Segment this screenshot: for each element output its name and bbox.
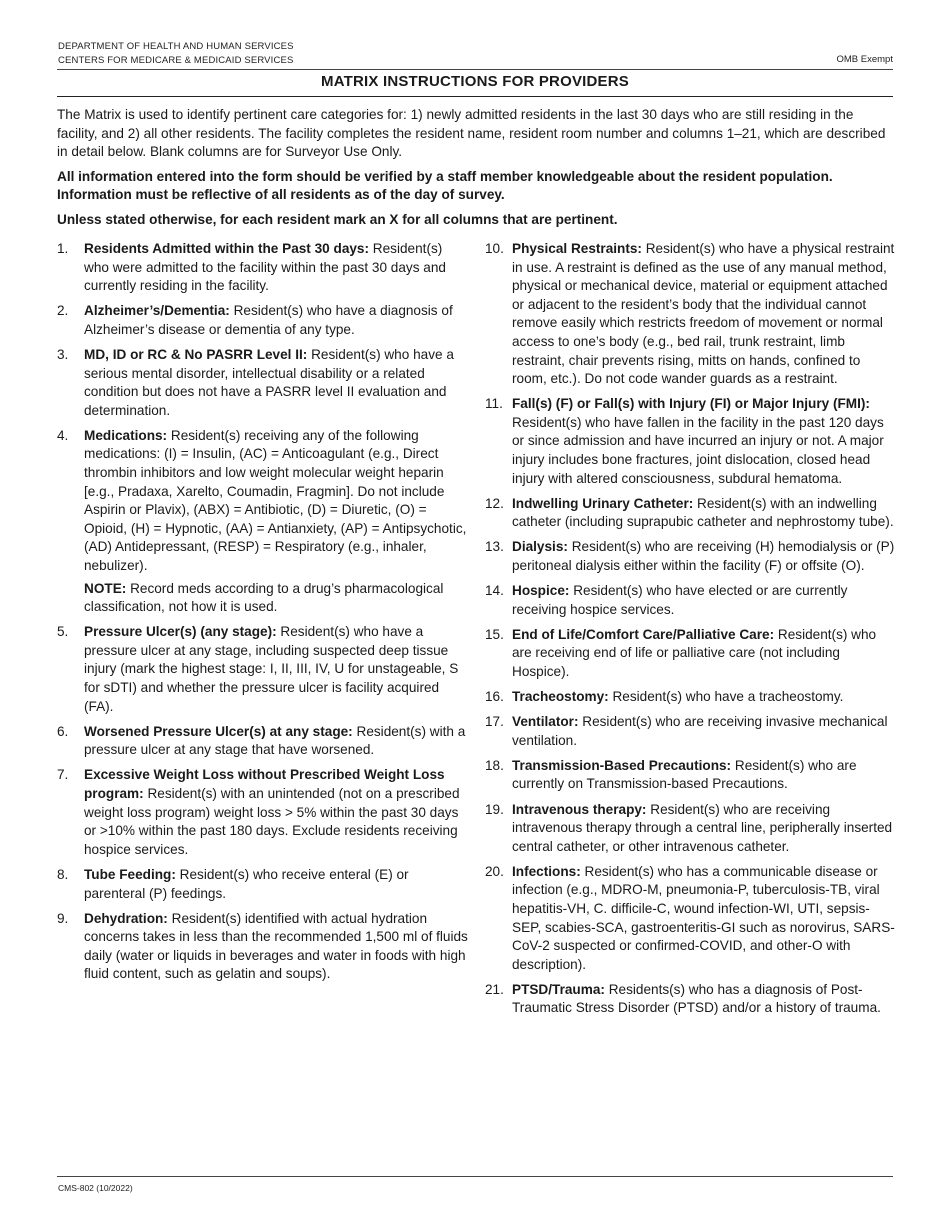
list-item xyxy=(57,866,469,903)
item-heading: Pressure Ulcer(s) (any stage): xyxy=(84,624,277,640)
item-number: 8. xyxy=(57,866,69,882)
item-number: 5. xyxy=(57,624,69,640)
list-item xyxy=(57,302,469,339)
item-heading: Dialysis: xyxy=(512,539,568,555)
item-number: 10. xyxy=(485,241,504,256)
list-item xyxy=(485,240,895,389)
item-heading: Transmission-Based Precautions: xyxy=(512,757,732,773)
item-text: Resident(s) who have elected or are currently receiving hospice services. xyxy=(512,583,848,617)
item-text: Resident(s) who have fallen in the facility in the past 120 days or since admission and have incurred an injury or not. A major injury includes bone fractures, joint dislocation, closed head injury with altered consciousness, subdural hematoma. xyxy=(512,414,884,486)
item-text: Resident(s) with an unintended (not on a prescribed weight loss program) weight loss > 5% within the past 30 days or >10% within the past 180 days. Exclude residents receiving hospice services. xyxy=(84,786,460,857)
note-label: NOTE: xyxy=(84,580,127,596)
list-item xyxy=(485,713,895,750)
item-heading: End of Life/Comfort Care/Palliative Care: xyxy=(512,626,775,642)
agency-block xyxy=(58,40,294,68)
item-heading: Infections: xyxy=(512,863,581,879)
item-text: Resident(s) who are receiving end of life or palliative care (not including Hospice). xyxy=(512,626,877,679)
omb-status: OMB Exempt xyxy=(836,54,893,65)
intro-section xyxy=(57,106,893,236)
item-text: Residents(s) who has a diagnosis of Post-Traumatic Stress Disorder (PTSD) and/or a history of trauma. xyxy=(512,981,881,1016)
page-title: MATRIX INSTRUCTIONS FOR PROVIDERS xyxy=(321,73,629,90)
list-item xyxy=(57,346,469,420)
list-item xyxy=(485,688,895,707)
instructions-column-right xyxy=(485,240,895,1025)
agency-line-1: DEPARTMENT OF HEALTH AND HUMAN SERVICES xyxy=(58,41,294,52)
item-heading: Tracheostomy: xyxy=(512,689,609,705)
list-item xyxy=(485,757,895,794)
item-heading: Fall(s) (F) or Fall(s) with Injury (FI) or Major Injury (FMI): xyxy=(512,396,870,412)
list-item xyxy=(57,427,469,617)
list-item xyxy=(485,495,895,532)
item-heading: PTSD/Trauma: xyxy=(512,981,605,997)
item-heading: Alzheimer’s/Dementia: xyxy=(84,303,230,319)
item-text: Resident(s) who has a communicable disease or infection (e.g., MDRO-M, pneumonia-P, tuberculosis-TB, viral hepatitis-VH, C. difficile-C, wound infection-WI, UTI, sepsis-SEP, scabies-SCA, gastroenteritis-GI such as norovirus, SARS-CoV-2 suspected or confirmed-COVID, and other-O with description). xyxy=(512,863,895,972)
item-heading: MD, ID or RC & No PASRR Level II: xyxy=(84,346,308,362)
list-item xyxy=(57,910,469,984)
title-divider-bottom xyxy=(57,96,893,97)
item-number: 20. xyxy=(485,863,504,879)
item-number: 16. xyxy=(485,689,504,705)
item-heading: Worsened Pressure Ulcer(s) at any stage: xyxy=(84,723,353,739)
item-number: 15. xyxy=(485,626,504,642)
item-text: Resident(s) who are receiving intravenous therapy through a central line, peripherally inserted central catheter, or other intravenous catheter. xyxy=(512,801,893,854)
list-item xyxy=(485,626,895,682)
form-identifier: CMS-802 (10/2022) xyxy=(58,1183,133,1193)
item-heading: Excessive Weight Loss without Prescribed Weight Loss program: xyxy=(84,767,445,802)
marking-instruction: Unless stated otherwise, for each resident mark an X for all columns that are pertinent. xyxy=(57,211,618,227)
instructions-column-left xyxy=(57,240,469,990)
item-heading: Intravenous therapy: xyxy=(512,801,647,817)
item-number: 2. xyxy=(57,303,69,319)
item-number: 19. xyxy=(485,801,504,817)
item-number: 17. xyxy=(485,714,504,730)
item-text: Resident(s) who have a diagnosis of Alzheimer’s disease or dementia of any type. xyxy=(84,303,453,337)
item-text: Resident(s) with a pressure ulcer at any stage that have worsened. xyxy=(84,723,466,758)
item-heading: Hospice: xyxy=(512,583,570,599)
item-number: 6. xyxy=(57,723,69,739)
item-text: Resident(s) who have a pressure ulcer at any stage, including suspected deep tissue injury (mark the highest stage: I, II, III, IV, U for unstageable, S for sDTI) and whether the pressure ulcer is facility acquired (FA). xyxy=(84,624,459,714)
item-text: Resident(s) identified with actual hydration concerns takes in less than the recommended 1,500 ml of fluids daily (water or liquids in beverages and water in foods with high fluid content, such as gelatin and soups). xyxy=(84,910,468,982)
list-item xyxy=(485,863,895,975)
item-text: Resident(s) who have a serious mental disorder, intellectual disability or a related condition but does not have a PASRR level II evaluation and determination. xyxy=(84,346,454,418)
item-heading: Indwelling Urinary Catheter: xyxy=(512,495,694,511)
item-number: 11. xyxy=(485,396,503,412)
intro-paragraph: The Matrix is used to identify pertinent care categories for: 1) newly admitted residents in the last 30 days who are still residing in the facility, and 2) all other residents. The facility completes the resident name, resident room number and columns 1–21, which are described in detail below. Blank columns are for Surveyor Use Only. xyxy=(57,107,886,160)
item-heading: Medications: xyxy=(84,427,168,443)
list-item xyxy=(485,395,895,488)
item-number: 9. xyxy=(57,910,69,926)
list-item xyxy=(57,623,469,716)
item-number: 18. xyxy=(485,757,504,773)
item-text: Resident(s) who have a tracheostomy. xyxy=(608,689,844,705)
note-text: Record meds according to a drug’s pharmacological classification, not how it is used. xyxy=(84,580,444,615)
item-heading: Ventilator: xyxy=(512,714,579,730)
item-text: Resident(s) with an indwelling catheter (including suprapubic catheter and nephrostomy tube). xyxy=(512,495,894,530)
footer-divider xyxy=(57,1176,893,1177)
item-heading: Dehydration: xyxy=(84,910,168,926)
list-item xyxy=(485,801,895,857)
list-item xyxy=(485,582,895,619)
item-text: Resident(s) who are receiving invasive mechanical ventilation. xyxy=(512,714,888,748)
item-heading: Residents Admitted within the Past 30 days: xyxy=(84,241,370,256)
item-number: 1. xyxy=(57,241,69,256)
item-number: 4. xyxy=(57,427,69,443)
list-item xyxy=(57,723,469,760)
item-number: 3. xyxy=(57,346,69,362)
title-divider-top xyxy=(57,69,893,70)
item-heading: Tube Feeding: xyxy=(84,866,176,882)
item-text: Resident(s) who are currently on Transmission-based Precautions. xyxy=(512,757,857,792)
item-text: Resident(s) who were admitted to the facility within the past 30 days and currently residing in the facility. xyxy=(84,241,446,294)
item-number: 21. xyxy=(485,981,504,997)
item-number: 12. xyxy=(485,495,504,511)
item-text: Resident(s) who are receiving (H) hemodialysis or (P) peritoneal dialysis either within the facility (F) or offsite (O). xyxy=(512,539,895,573)
item-text: Resident(s) receiving any of the following medications: (I) = Insulin, (AC) = Anticoagulant (e.g., Direct thrombin inhibitors and low weight molecular weight heparin [e.g., Pradaxa, Xarelto, Coumadin, Fragmin]. Do not include Aspirin or Plavix), (ABX) = Antibiotic, (D) = Diuretic, (O) = Opioid, (H) = Hypnotic, (AA) = Antianxiety, (AP) = Antipsychotic, (AD) Antidepressant, (RESP) = Respiratory (e.g., inhaler, nebulizer). xyxy=(84,427,467,573)
list-item xyxy=(485,981,895,1018)
list-item xyxy=(485,538,895,575)
list-item xyxy=(57,766,469,859)
verification-notice: All information entered into the form should be verified by a staff member knowledgeable about the resident population. Information must be reflective of all residents as of the day of survey. xyxy=(57,168,833,203)
item-number: 13. xyxy=(485,539,504,555)
item-text: Resident(s) who receive enteral (E) or parenteral (P) feedings. xyxy=(84,866,409,901)
item-number: 14. xyxy=(485,583,504,599)
item-heading: Physical Restraints: xyxy=(512,241,642,256)
agency-line-2: CENTERS FOR MEDICARE & MEDICAID SERVICES xyxy=(58,55,294,66)
item-note xyxy=(84,580,469,617)
list-item xyxy=(57,240,469,296)
item-number: 7. xyxy=(57,767,69,783)
item-text: Resident(s) who have a physical restraint in use. A restraint is defined as the use of any manual method, physical or mechanical device, material or equipment attached or adjacent to the resident’s body that the individual cannot remove easily which restricts freedom of movement or normal access to one’s body (e.g., bed rail, trunk restraint, limb restraint, chair prevents rising, mitts on hands, confined to room, etc.). Do not code wander guards as a restraint. xyxy=(512,241,895,387)
